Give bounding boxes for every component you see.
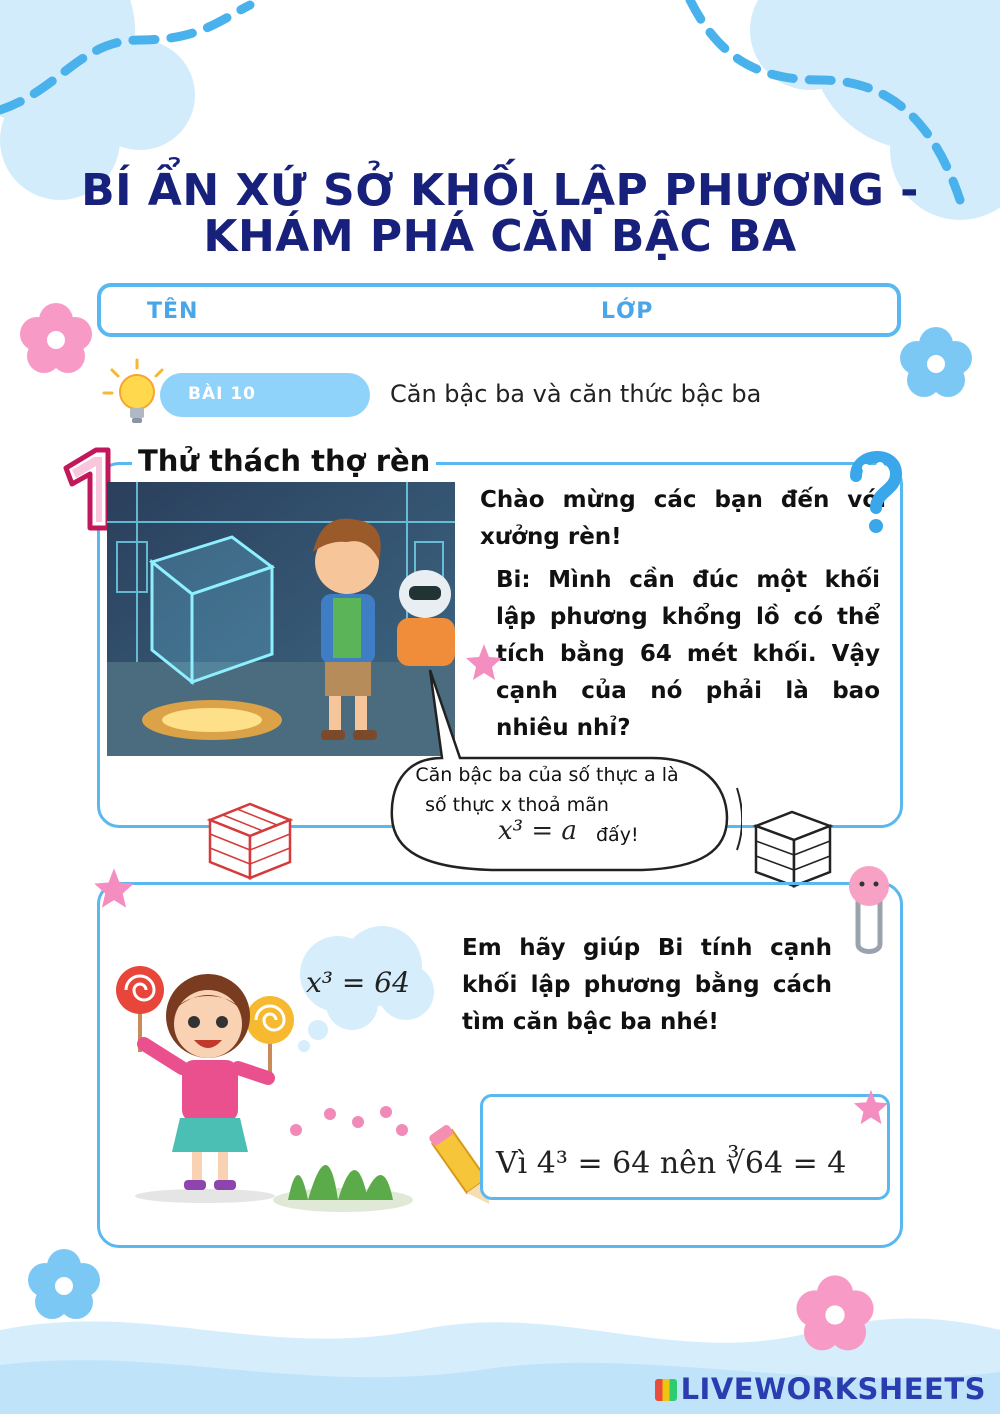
- answer-formula: Vì 4³ = 64 nên ∛64 = 4: [496, 1146, 847, 1181]
- lesson-badge: [160, 373, 370, 417]
- welcome-text: Chào mừng các bạn đến với xưởng rèn!: [480, 487, 886, 550]
- question-mark-icon: [846, 446, 906, 538]
- lesson-title: Căn bậc ba và căn thức bậc ba: [390, 380, 762, 408]
- name-label: TÊN: [147, 299, 199, 324]
- liveworksheets-logo-icon: [655, 1379, 677, 1401]
- bubble-formula: x³ = a: [498, 816, 577, 846]
- bubble-end-text: đấy!: [596, 824, 639, 846]
- blue-flower-icon: [22, 1244, 106, 1328]
- liveworksheets-watermark: [655, 1372, 986, 1406]
- pink-star-icon: [852, 1088, 890, 1126]
- pink-flower-icon: [14, 298, 98, 382]
- section-1-heading: Thử thách thợ rèn: [132, 444, 436, 478]
- bi-question-text: Bi: Mình cần đúc một khối lập phương khổng lồ có thể tích bằng 64 mét khối. Vậy cạnh của nó phải là bao nhiêu nhỉ?: [496, 567, 880, 741]
- lesson-badge-label: BÀI 10: [188, 384, 257, 404]
- class-label: LỚP: [601, 299, 654, 324]
- student-info-box[interactable]: [97, 283, 901, 337]
- watermark-text: LIVEWORKSHEETS: [680, 1372, 986, 1406]
- red-cube-icon: [204, 796, 296, 882]
- pink-star-icon: [92, 866, 136, 910]
- title-line-1: BÍ ẨN XỨ SỞ KHỐI LẬP PHƯƠNG -: [81, 165, 919, 216]
- bubble-line-1: Căn bậc ba của số thực a là: [415, 764, 679, 786]
- cloud-formula: x³ = 64: [306, 966, 410, 999]
- instruction-text: Em hãy giúp Bi tính cạnh khối lập phương bằng cách tìm căn bậc ba nhé!: [462, 935, 832, 1035]
- black-cube-icon: [752, 806, 834, 890]
- title-line-2: KHÁM PHÁ CĂN BẬC BA: [203, 211, 797, 262]
- page-title: [60, 165, 940, 262]
- blue-flower-icon: [894, 322, 978, 406]
- pink-star-icon: [464, 642, 504, 682]
- bubble-line-2: số thực x thoả mãn: [425, 794, 609, 816]
- flower-bush-illustration: [268, 1100, 418, 1212]
- paperclip-icon: [846, 862, 892, 958]
- pink-flower-icon: [790, 1270, 880, 1360]
